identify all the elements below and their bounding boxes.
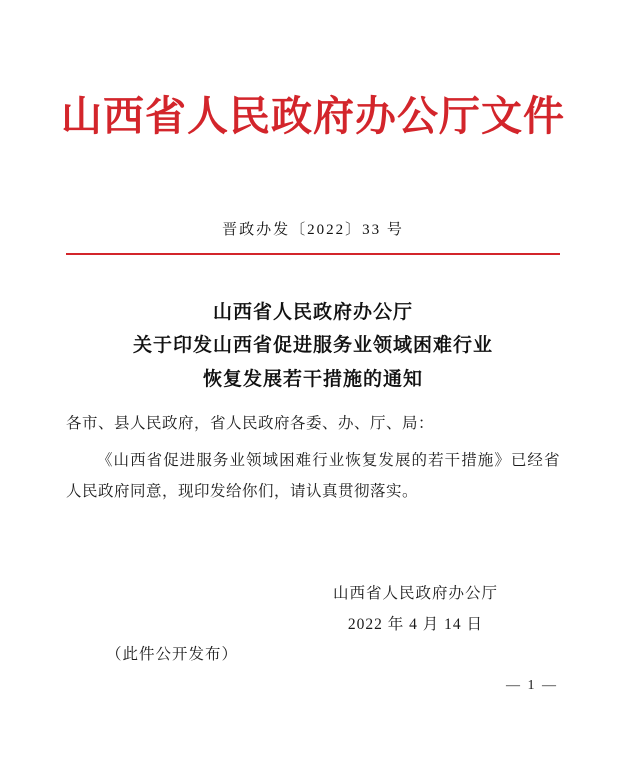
salutation: 各市、县人民政府，省人民政府各委、办、厅、局： bbox=[66, 415, 435, 432]
document-title-line-3: 恢复发展若干措施的通知 bbox=[202, 368, 423, 390]
document-title-line-1: 山西省人民政府办公厅 bbox=[212, 302, 413, 323]
document-body bbox=[66, 408, 560, 507]
masthead bbox=[0, 92, 626, 141]
masthead-title: 山西省人民政府办公厅文件 bbox=[61, 92, 565, 140]
signature-issuer: 山西省人民政府办公厅 bbox=[332, 585, 498, 602]
signature-block bbox=[333, 578, 498, 640]
document-title bbox=[70, 296, 556, 396]
red-divider-rule bbox=[66, 253, 560, 255]
body-paragraph: 《山西省促进服务业领域困难行业恢复发展的若干措施》已经省人民政府同意，现印发给你们，请认真贯彻落实。 bbox=[66, 452, 560, 500]
document-title-line-2: 关于印发山西省促进服务业领域困难行业 bbox=[132, 335, 493, 357]
document-number: 晋政办发〔2022〕33 号 bbox=[222, 222, 404, 238]
signature-date: 2022 年 4 月 14 日 bbox=[347, 616, 484, 633]
page-number: — 1 — bbox=[506, 678, 558, 693]
public-release-note: （此件公开发布） bbox=[106, 646, 239, 663]
